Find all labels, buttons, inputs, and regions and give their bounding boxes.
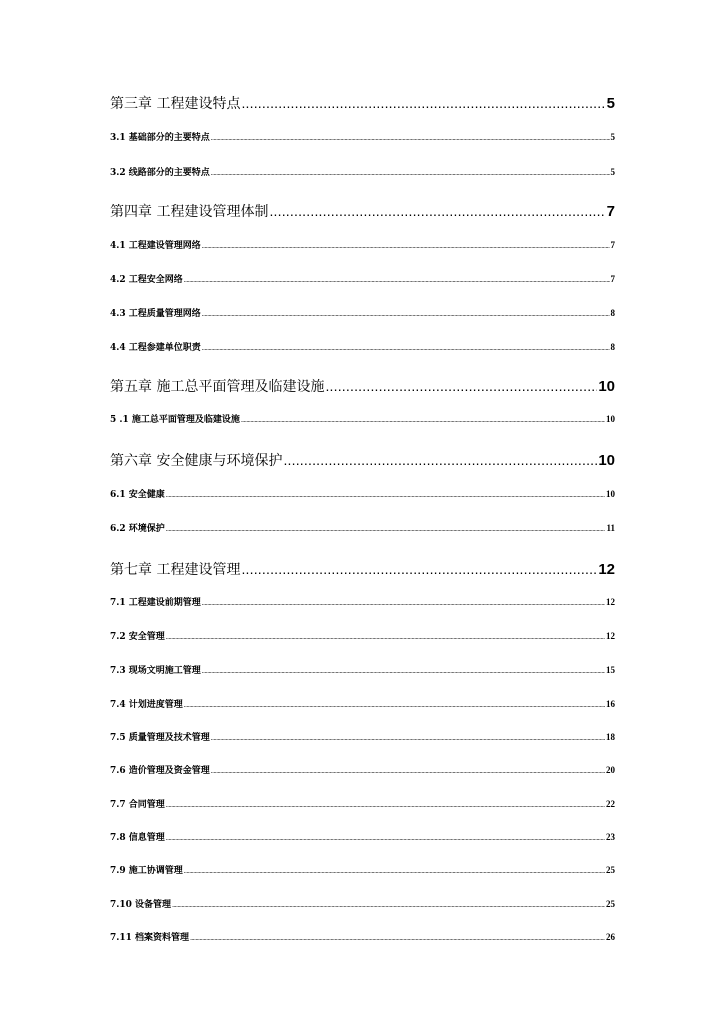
dot-leader	[211, 165, 610, 180]
toc-entry-title: 第四章 工程建设管理体制	[110, 204, 269, 220]
toc-section-7-9[interactable]	[110, 862, 615, 878]
toc-section-7-10[interactable]	[110, 896, 615, 912]
toc-section-6-2[interactable]	[110, 520, 615, 536]
dot-leader	[202, 340, 610, 355]
toc-entry-title: 4.1 工程建设管理网络	[110, 241, 201, 251]
dot-leader	[241, 558, 597, 580]
toc-section-7-6[interactable]	[110, 762, 615, 778]
toc-entry-title: 7.11 档案资料管理	[110, 933, 190, 943]
dot-leader	[166, 487, 605, 502]
toc-entry-page: 25	[606, 899, 615, 909]
toc-entry-page: 12	[606, 597, 615, 607]
dot-leader	[269, 200, 605, 222]
toc-entry-page: 18	[606, 732, 615, 742]
toc-entry-page: 5	[610, 132, 615, 142]
toc-entry-page: 20	[606, 765, 615, 775]
dot-leader	[190, 930, 605, 945]
toc-entry-page: 7	[610, 240, 615, 250]
toc-section-7-5[interactable]	[110, 729, 615, 745]
toc-entry-title: 7.10 设备管理	[110, 900, 172, 910]
toc-entry-title: 6.2 环境保护	[110, 524, 165, 534]
toc-entry-title: 5 .1 施工总平面管理及临建设施	[110, 415, 240, 425]
dot-leader	[202, 663, 605, 678]
toc-section-4-1[interactable]	[110, 237, 615, 253]
toc-chapter-6[interactable]	[110, 449, 615, 471]
toc-entry-title: 3.1 基础部分的主要特点	[110, 133, 210, 143]
toc-entry-title: 4.4 工程参建单位职责	[110, 343, 201, 353]
toc-entry-page: 10	[606, 414, 615, 424]
toc-entry-page: 23	[606, 832, 615, 842]
toc-section-7-1[interactable]	[110, 594, 615, 610]
toc-entry-page: 5	[610, 167, 615, 177]
toc-chapter-7[interactable]	[110, 558, 615, 580]
toc-entry-title: 7.5 质量管理及技术管理	[110, 733, 210, 743]
dot-leader	[172, 897, 605, 912]
toc-entry-page: 12	[598, 561, 615, 578]
dot-leader	[184, 697, 605, 712]
toc-entry-title: 第六章 安全健康与环境保护	[110, 453, 283, 469]
dot-leader	[166, 830, 605, 845]
dot-leader	[166, 521, 606, 536]
toc-section-4-4[interactable]	[110, 339, 615, 355]
toc-section-7-4[interactable]	[110, 696, 615, 712]
toc-entry-title: 7.9 施工协调管理	[110, 866, 183, 876]
toc-entry-title: 7.7 合同管理	[110, 800, 165, 810]
toc-section-7-3[interactable]	[110, 662, 615, 678]
dot-leader	[211, 730, 605, 745]
dot-leader	[241, 412, 605, 427]
toc-chapter-4[interactable]	[110, 200, 615, 222]
toc-entry-page: 10	[606, 489, 615, 499]
dot-leader	[166, 797, 605, 812]
dot-leader	[184, 272, 610, 287]
toc-entry-page: 22	[606, 799, 615, 809]
toc-section-7-8[interactable]	[110, 829, 615, 845]
toc-entry-title: 7.1 工程建设前期管理	[110, 598, 201, 608]
dot-leader	[202, 306, 610, 321]
toc-section-4-3[interactable]	[110, 305, 615, 321]
toc-entry-page: 8	[610, 342, 615, 352]
toc-section-7-11[interactable]	[110, 929, 615, 945]
toc-entry-page: 16	[606, 699, 615, 709]
toc-section-5-1[interactable]	[110, 411, 615, 427]
toc-entry-title: 3.2 线路部分的主要特点	[110, 168, 210, 178]
dot-leader	[166, 629, 605, 644]
toc-entry-title: 4.2 工程安全网络	[110, 275, 183, 285]
toc-entry-page: 7	[606, 203, 615, 220]
toc-entry-page: 10	[598, 452, 615, 469]
dot-leader	[211, 130, 610, 145]
toc-entry-page: 5	[606, 95, 615, 112]
toc-chapter-5[interactable]	[110, 375, 615, 397]
toc-entry-page: 25	[606, 865, 615, 875]
toc-entry-title: 6.1 安全健康	[110, 490, 165, 500]
toc-entry-title: 第三章 工程建设特点	[110, 96, 241, 112]
toc-entry-title: 4.3 工程质量管理网络	[110, 309, 201, 319]
dot-leader	[283, 449, 597, 471]
toc-entry-page: 12	[606, 631, 615, 641]
dot-leader	[211, 763, 605, 778]
toc-entry-title: 第七章 工程建设管理	[110, 562, 241, 578]
toc-section-7-7[interactable]	[110, 796, 615, 812]
toc-entry-page: 26	[606, 932, 615, 942]
toc-entry-page: 11	[606, 523, 615, 533]
toc-section-3-1[interactable]	[110, 129, 615, 145]
toc-section-3-2[interactable]	[110, 164, 615, 180]
toc-entry-page: 8	[610, 308, 615, 318]
toc-entry-page: 10	[598, 378, 615, 395]
toc-entry-title: 7.8 信息管理	[110, 833, 165, 843]
toc-section-4-2[interactable]	[110, 271, 615, 287]
dot-leader	[202, 238, 610, 253]
toc-entry-title: 7.3 现场文明施工管理	[110, 666, 201, 676]
toc-entry-title: 7.6 造价管理及资金管理	[110, 766, 210, 776]
toc-entry-page: 7	[610, 274, 615, 284]
toc-chapter-3[interactable]	[110, 92, 615, 114]
dot-leader	[325, 375, 597, 397]
toc-entry-title: 7.2 安全管理	[110, 632, 165, 642]
toc-section-7-2[interactable]	[110, 628, 615, 644]
dot-leader	[184, 863, 605, 878]
toc-section-6-1[interactable]	[110, 486, 615, 502]
toc-entry-title: 第五章 施工总平面管理及临建设施	[110, 379, 325, 395]
toc-entry-title: 7.4 计划进度管理	[110, 700, 183, 710]
toc-entry-page: 15	[606, 665, 615, 675]
dot-leader	[202, 595, 605, 610]
dot-leader	[241, 92, 605, 114]
